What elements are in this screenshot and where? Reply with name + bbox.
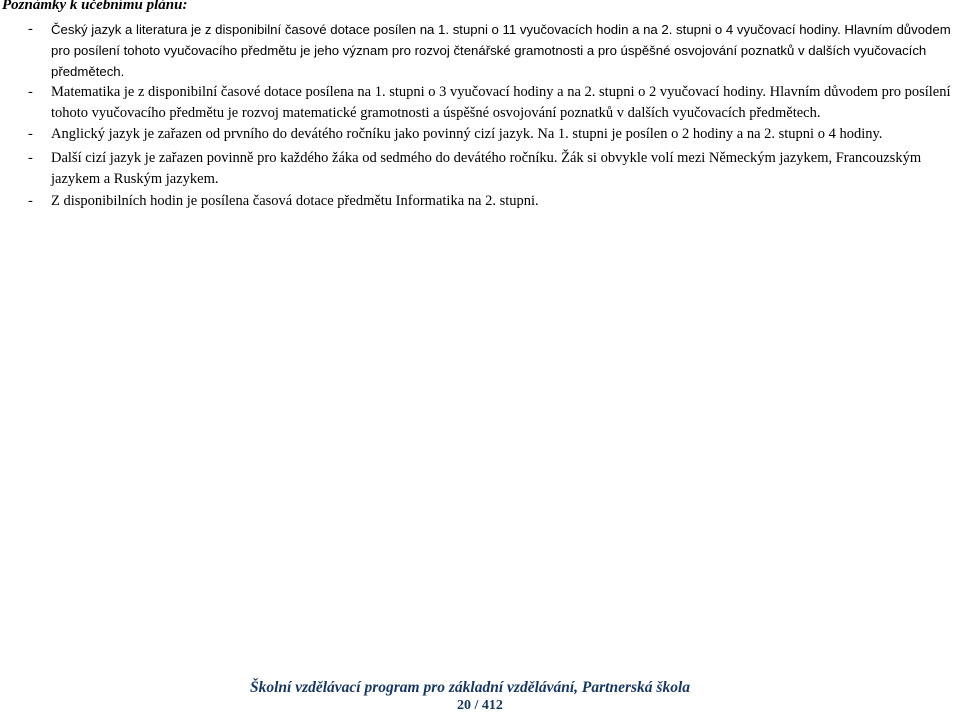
- page-number: 20 / 412: [457, 698, 503, 713]
- bullet-dash: -: [28, 21, 33, 37]
- bullet-dash: -: [28, 193, 33, 209]
- note-text-math: Matematika je z disponibilní časové dotace posílena na 1. stupni o 3 vyučovací hodiny a na 2. stupni o 2 vyučovací hodiny. Hlavním důvodem pro posílení tohoto vyučovacího předmětu je rozvoj matematické gramotnosti a úspěšné osvojování poznatků v dalších vyučovacích předmětech.: [51, 84, 951, 121]
- footer-title: Školní vzdělávací program pro základní vzdělávání, Partnerská škola: [249, 679, 691, 696]
- note-text-english: Anglický jazyk je zařazen od prvního do devátého ročníku jako povinný cizí jazyk. Na 1. stupni je posílen o 2 hodiny a na 2. stupni o 4 hodiny.: [51, 126, 883, 142]
- bullet-dash: -: [28, 150, 33, 166]
- notes-heading: Poznámky k učebnímu plánu:: [2, 0, 188, 13]
- bullet-dash: -: [28, 84, 33, 100]
- note-text-czech: Český jazyk a literatura je z disponibilní časové dotace posílen na 1. stupni o 11 vyučovacích hodin a na 2. stupni o 4 vyučovací hodiny. Hlavním důvodem pro posílení tohoto vyučovacího předmětu je jeho význam pro rozvoj čtenářské gramotnosti a pro úspěšné osvojování poznatků v dalších vyučovacích předmětech.: [51, 22, 951, 79]
- bullet-dash: -: [28, 126, 33, 142]
- note-text-second-language: Další cizí jazyk je zařazen povinně pro každého žáka od sedmého do devátého ročníku. Žák si obvykle volí mezi Německým jazykem, Francouzským jazykem a Ruským jazykem.: [51, 150, 922, 187]
- note-text-informatics: Z disponibilních hodin je posílena časová dotace předmětu Informatika na 2. stupni.: [51, 193, 539, 209]
